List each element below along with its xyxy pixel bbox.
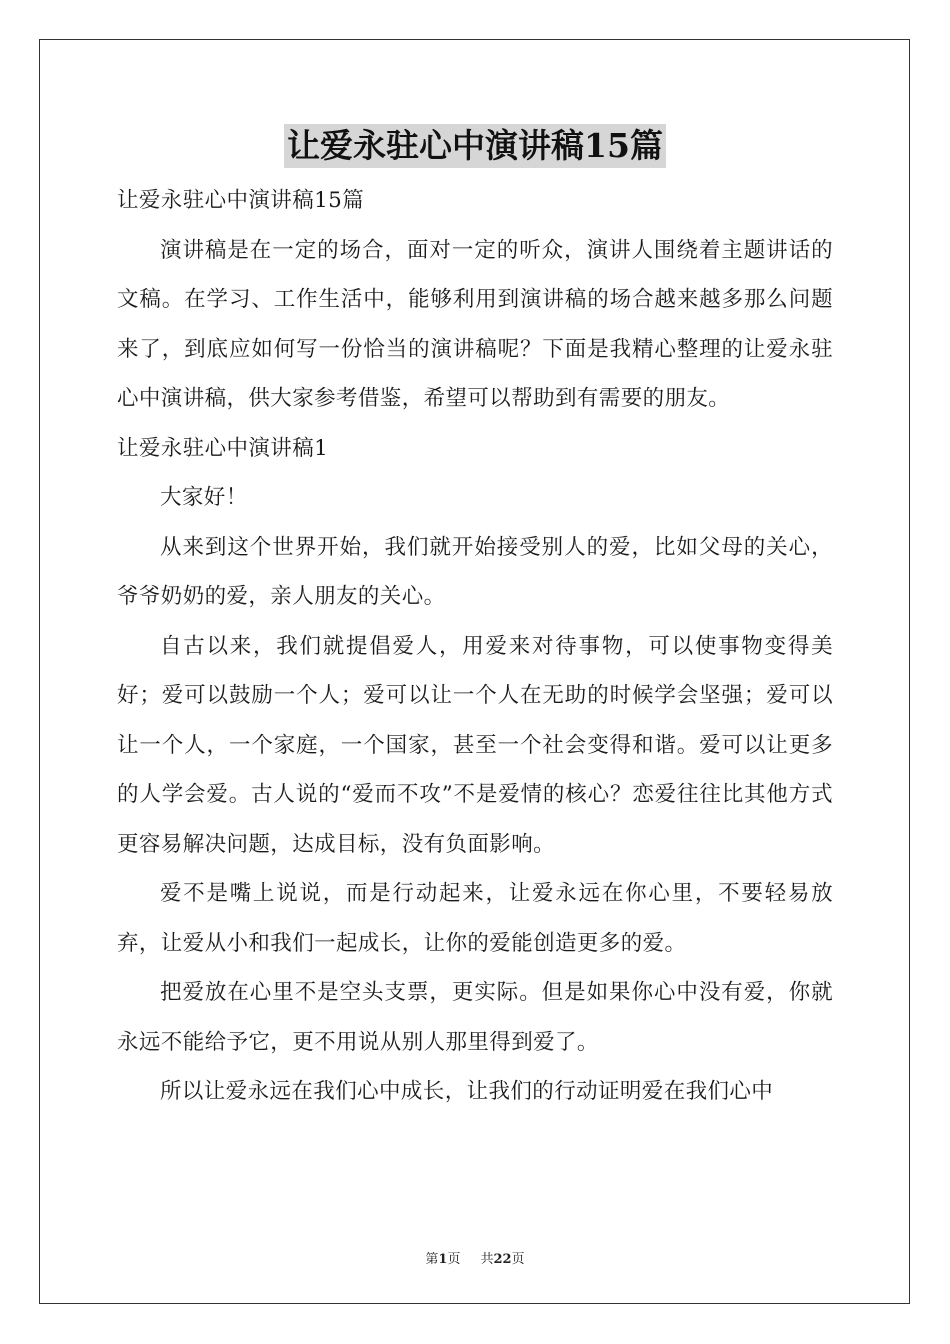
body-paragraph: 把爱放在心里不是空头支票，更实际。但是如果你心中没有爱，你就永远不能给予它，更不用说从别人那里得到爱了。 xyxy=(117,980,833,1055)
total-suffix: 页 xyxy=(511,1252,525,1267)
body-paragraph: 爱不是嘴上说说，而是行动起来，让爱永远在你心里，不要轻易放弃，让爱从小和我们一起成长，让你的爱能创造更多的爱。 xyxy=(117,881,833,956)
page-total-number: 22 xyxy=(493,1252,512,1267)
greeting-paragraph: 大家好！ xyxy=(160,485,248,510)
document-title xyxy=(0,124,950,168)
document-body xyxy=(117,176,833,1117)
section-heading-1: 让爱永驻心中演讲稿1 xyxy=(117,435,329,461)
total-prefix: 共 xyxy=(480,1252,494,1267)
document-title-text: 让爱永驻心中演讲稿15篇 xyxy=(284,124,666,168)
body-paragraph: 所以让爱永远在我们心中成长，让我们的行动证明爱在我们心中 xyxy=(160,1079,774,1104)
page-footer xyxy=(0,1248,950,1267)
body-paragraph: 从来到这个世界开始，我们就开始接受别人的爱，比如父母的关心，爷爷奶奶的爱，亲人朋友的关心。 xyxy=(117,534,833,609)
page-current-number: 1 xyxy=(438,1252,448,1267)
page-suffix: 页 xyxy=(447,1252,461,1267)
body-paragraph: 自古以来，我们就提倡爱人，用爱来对待事物，可以使事物变得美好；爱可以鼓励一个人；爱可以让一个人在无助的时候学会坚强；爱可以让一个人，一个家庭，一个国家，甚至一个社会变得和谐。爱可以让更多的人学会爱。古人说的“爱而不攻”不是爱情的核心？恋爱往往比其他方式更容易解决问题，达成目标，没有负面影响。 xyxy=(117,633,833,857)
intro-paragraph: 演讲稿是在一定的场合，面对一定的听众，演讲人围绕着主题讲话的文稿。在学习、工作生活中，能够利用到演讲稿的场合越来越多那么问题来了，到底应如何写一份恰当的演讲稿呢？下面是我精心整理的让爱永驻心中演讲稿，供大家参考借鉴，希望可以帮助到有需要的朋友。 xyxy=(117,237,833,411)
subtitle-heading: 让爱永驻心中演讲稿15篇 xyxy=(117,188,365,213)
page-prefix: 第 xyxy=(425,1252,439,1267)
